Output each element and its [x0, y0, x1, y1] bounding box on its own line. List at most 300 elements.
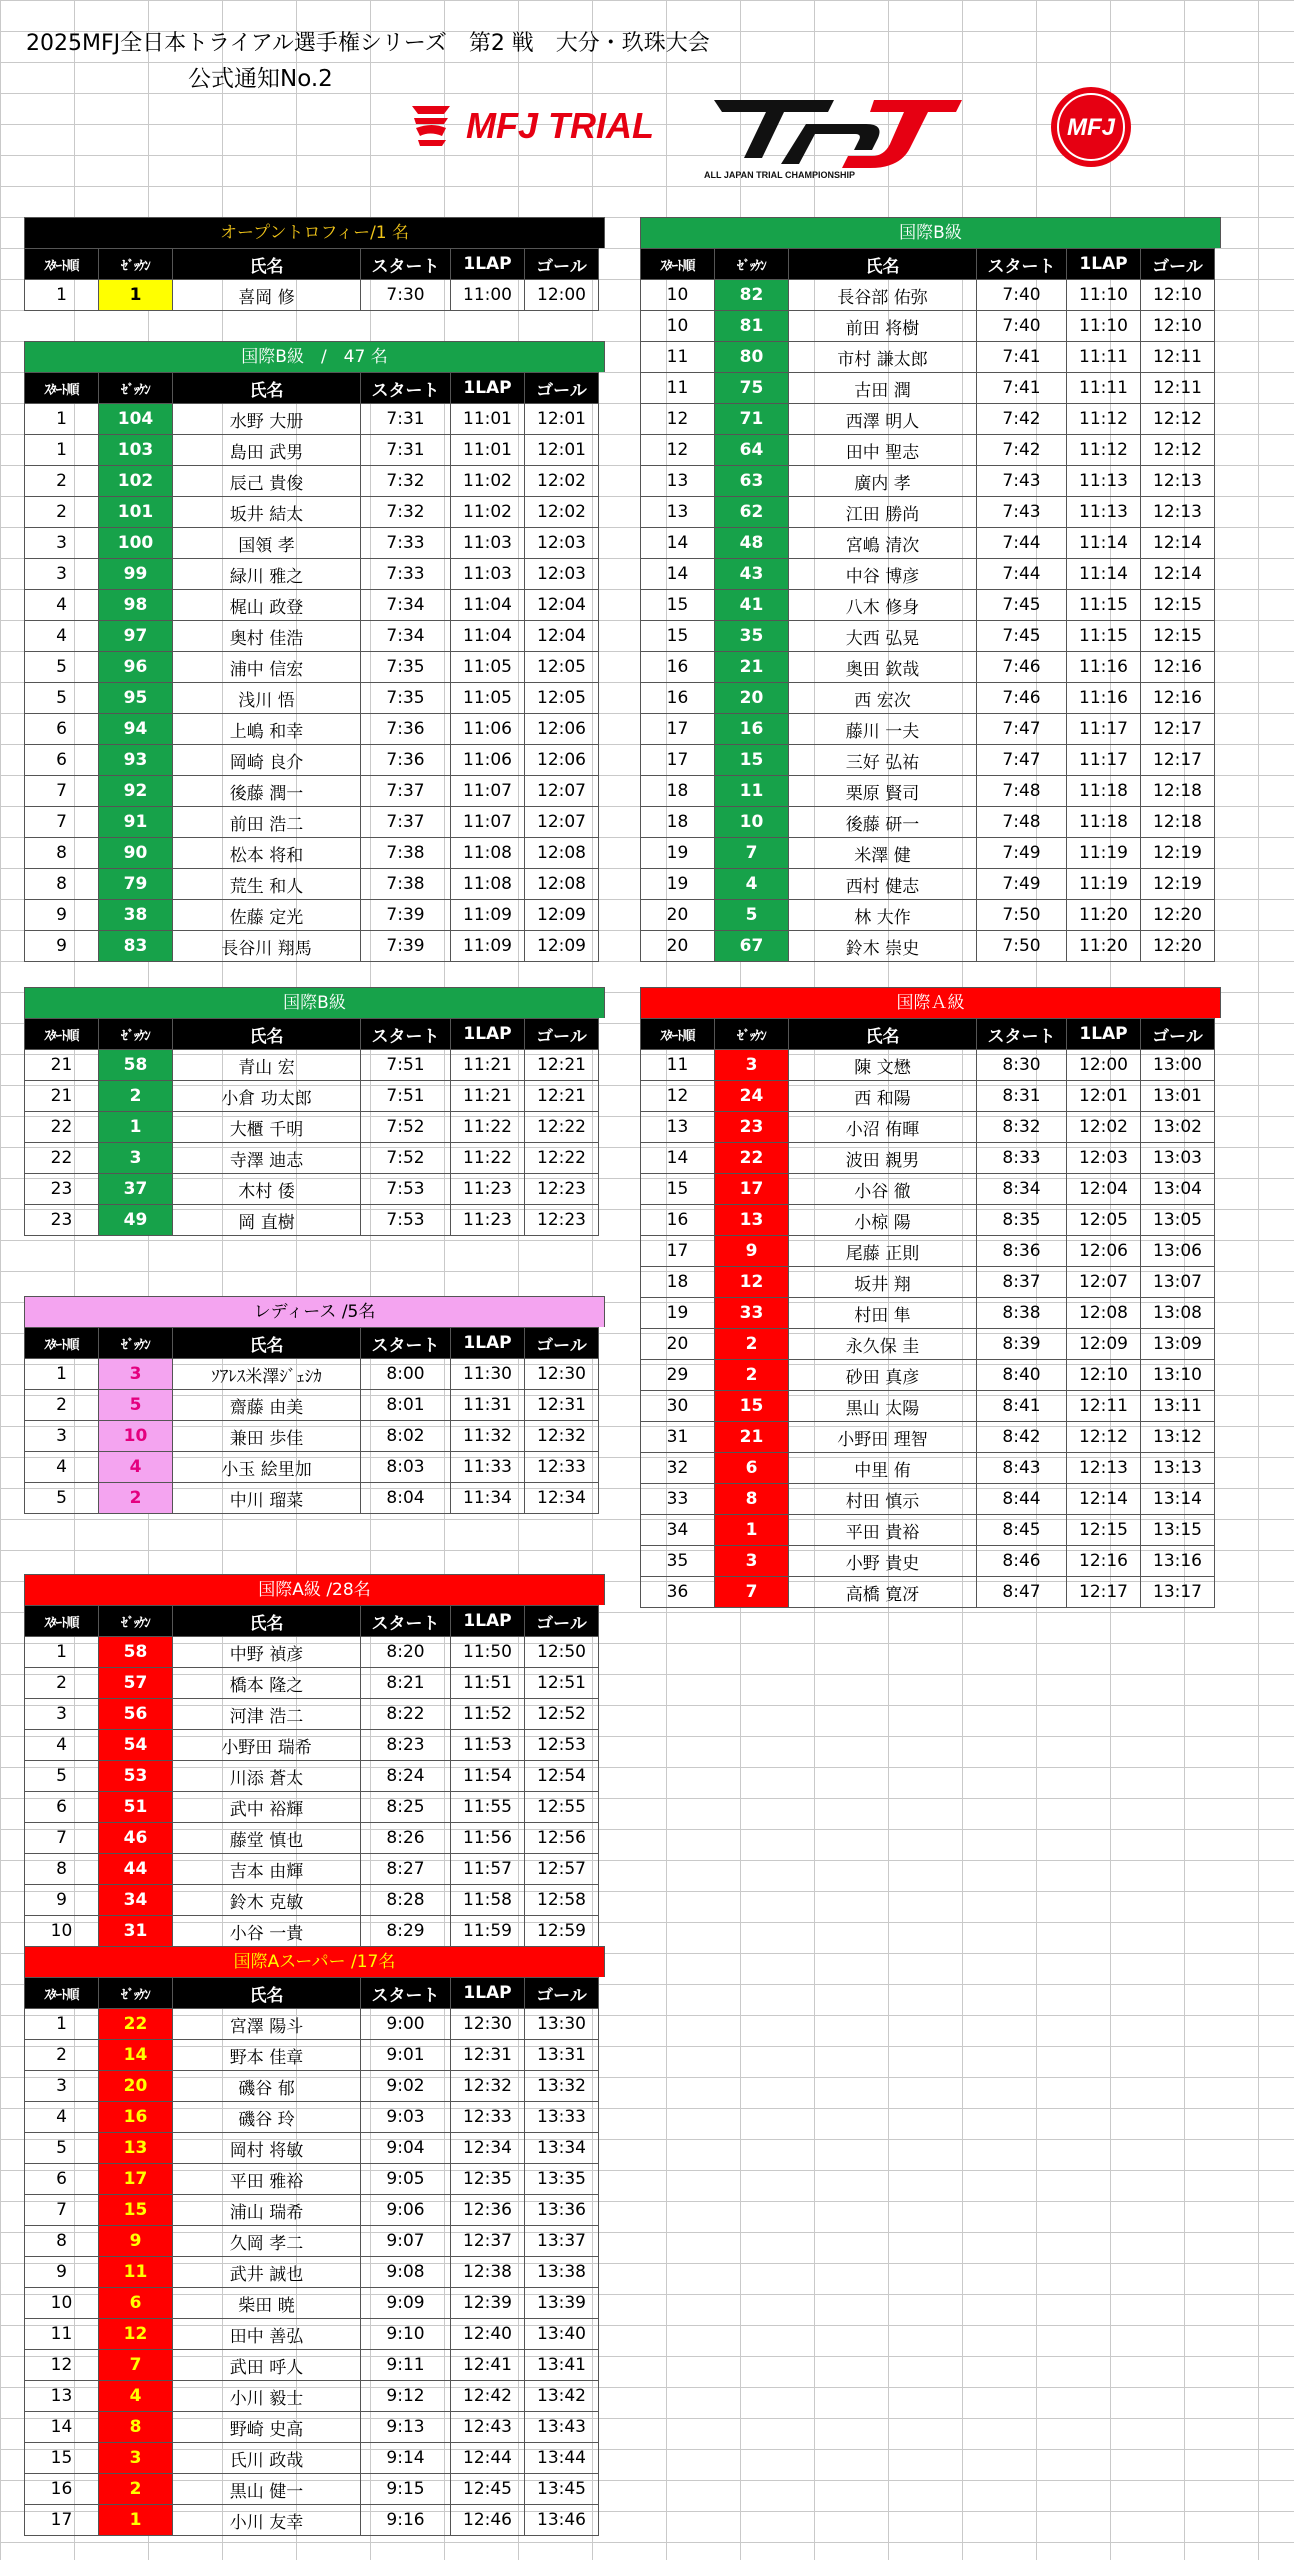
start-order-cell: 3: [25, 2071, 99, 2102]
first-lap-cell: 12:03: [1067, 1143, 1141, 1174]
first-lap-cell: 11:18: [1067, 776, 1141, 807]
rider-name-cell: 水野 大册: [173, 404, 361, 435]
first-lap-cell: 12:34: [451, 2133, 525, 2164]
first-lap-cell: 12:11: [1067, 1391, 1141, 1422]
bib-number-cell: 1: [715, 1515, 789, 1546]
table-row: [25, 2040, 599, 2071]
start-order-cell: 36: [641, 1577, 715, 1608]
table-row: [25, 1174, 599, 1205]
table-row: [25, 590, 599, 621]
first-lap-cell: 12:14: [1067, 1484, 1141, 1515]
start-order-cell: 3: [25, 528, 99, 559]
rider-name-cell: 田中 聖志: [789, 435, 977, 466]
rider-name-cell: 奥村 佳浩: [173, 621, 361, 652]
start-order-cell: 32: [641, 1453, 715, 1484]
bib-number-cell: 58: [99, 1637, 173, 1668]
bib-number-cell: 2: [715, 1360, 789, 1391]
start-order-cell: 23: [25, 1205, 99, 1236]
table-row: [641, 1267, 1215, 1298]
goal-time-cell: 13:46: [525, 2505, 599, 2536]
first-lap-header: 1LAP: [451, 1606, 525, 1637]
goal-time-cell: 13:38: [525, 2257, 599, 2288]
rider-name-cell: 柴田 暁: [173, 2288, 361, 2319]
bib-header: ｾﾞｯｹﾝ: [99, 1328, 173, 1359]
rider-name-cell: 平田 雅裕: [173, 2164, 361, 2195]
first-lap-cell: 11:06: [451, 714, 525, 745]
start-order-cell: 19: [641, 838, 715, 869]
name-header: 氏名: [789, 249, 977, 280]
bib-number-cell: 7: [715, 838, 789, 869]
table-row: [25, 2071, 599, 2102]
table-row: [25, 900, 599, 931]
rider-name-cell: 兼田 歩佳: [173, 1421, 361, 1452]
start-order-cell: 7: [25, 807, 99, 838]
first-lap-cell: 12:16: [1067, 1546, 1141, 1577]
rider-name-cell: 三好 弘祐: [789, 745, 977, 776]
start-order-cell: 2: [25, 466, 99, 497]
start-order-cell: 13: [641, 497, 715, 528]
bib-number-cell: 21: [715, 652, 789, 683]
start-time-cell: 7:36: [361, 745, 451, 776]
goal-time-cell: 13:17: [1141, 1577, 1215, 1608]
table-row: [25, 931, 599, 962]
first-lap-cell: 12:04: [1067, 1174, 1141, 1205]
goal-time-cell: 12:09: [525, 900, 599, 931]
start-time-cell: 8:01: [361, 1390, 451, 1421]
table-row: [641, 1577, 1215, 1608]
goal-time-cell: 13:30: [525, 2009, 599, 2040]
start-time-cell: 7:52: [361, 1143, 451, 1174]
start-time-cell: 9:09: [361, 2288, 451, 2319]
goal-time-cell: 12:57: [525, 1854, 599, 1885]
goal-time-cell: 12:30: [525, 1359, 599, 1390]
rider-name-cell: 市村 謙太郎: [789, 342, 977, 373]
section-title: 国際B級 / 47 名: [24, 341, 605, 372]
goal-time-cell: 12:06: [525, 745, 599, 776]
rider-name-cell: 松本 将和: [173, 838, 361, 869]
rider-name-cell: 黒山 太陽: [789, 1391, 977, 1422]
start-time-cell: 8:24: [361, 1761, 451, 1792]
goal-time-cell: 12:56: [525, 1823, 599, 1854]
section-title: 国際Ａ級: [640, 987, 1221, 1018]
goal-time-cell: 12:52: [525, 1699, 599, 1730]
goal-time-cell: 12:23: [525, 1174, 599, 1205]
first-lap-cell: 12:33: [451, 2102, 525, 2133]
rider-name-cell: 村田 慎示: [789, 1484, 977, 1515]
rider-name-cell: 林 大作: [789, 900, 977, 931]
bib-header: ｾﾞｯｹﾝ: [99, 1978, 173, 2009]
rider-name-cell: 奥田 欽哉: [789, 652, 977, 683]
bib-number-cell: 5: [99, 1390, 173, 1421]
first-lap-cell: 11:56: [451, 1823, 525, 1854]
bib-number-cell: 6: [99, 2288, 173, 2319]
start-time-cell: 7:41: [977, 342, 1067, 373]
bib-number-cell: 4: [99, 1452, 173, 1483]
table-row: [25, 2412, 599, 2443]
rider-name-cell: 平田 貴裕: [789, 1515, 977, 1546]
start-time-cell: 9:00: [361, 2009, 451, 2040]
start-time-cell: 7:52: [361, 1112, 451, 1143]
first-lap-cell: 11:19: [1067, 869, 1141, 900]
table-row: [641, 1298, 1215, 1329]
goal-time-cell: 12:01: [525, 435, 599, 466]
first-lap-cell: 11:22: [451, 1143, 525, 1174]
bib-number-cell: 3: [99, 1143, 173, 1174]
goal-time-cell: 13:02: [1141, 1112, 1215, 1143]
start-time-cell: 7:45: [977, 590, 1067, 621]
rider-name-cell: 寺澤 迪志: [173, 1143, 361, 1174]
first-lap-cell: 11:17: [1067, 745, 1141, 776]
goal-time-cell: 12:07: [525, 807, 599, 838]
mfj-badge-logo: [1050, 86, 1132, 168]
first-lap-cell: 12:10: [1067, 1360, 1141, 1391]
goal-header: ゴール: [525, 1328, 599, 1359]
start-order-cell: 14: [641, 528, 715, 559]
bib-number-cell: 99: [99, 559, 173, 590]
first-lap-cell: 11:16: [1067, 683, 1141, 714]
bib-number-cell: 23: [715, 1112, 789, 1143]
table-row: [25, 2443, 599, 2474]
bib-number-cell: 2: [99, 1483, 173, 1514]
start-time-cell: 7:44: [977, 559, 1067, 590]
table-row: [641, 1360, 1215, 1391]
start-time-cell: 8:23: [361, 1730, 451, 1761]
section-title: 国際A級 /28名: [24, 1574, 605, 1605]
table-row: [641, 1453, 1215, 1484]
name-header: 氏名: [173, 1019, 361, 1050]
section-block: [24, 1946, 605, 2536]
start-time-cell: 8:27: [361, 1854, 451, 1885]
name-header: 氏名: [173, 1328, 361, 1359]
start-order-cell: 8: [25, 1854, 99, 1885]
rider-name-cell: 栗原 賢司: [789, 776, 977, 807]
start-order-cell: 8: [25, 2226, 99, 2257]
first-lap-header: 1LAP: [1067, 249, 1141, 280]
start-order-cell: 18: [641, 776, 715, 807]
goal-time-cell: 12:18: [1141, 807, 1215, 838]
start-time-cell: 7:30: [361, 280, 451, 311]
table-row: [25, 2381, 599, 2412]
rider-name-cell: ｿｱﾚｽ米澤ｼﾞｪｼｶ: [173, 1359, 361, 1390]
start-order-cell: 15: [641, 1174, 715, 1205]
first-lap-cell: 11:34: [451, 1483, 525, 1514]
rider-name-cell: 中野 禎彦: [173, 1637, 361, 1668]
rider-name-cell: 小野 貴史: [789, 1546, 977, 1577]
rider-name-cell: 久岡 孝二: [173, 2226, 361, 2257]
table-row: [25, 1112, 599, 1143]
start-order-cell: 12: [641, 404, 715, 435]
start-order-cell: 21: [25, 1050, 99, 1081]
table-row: [25, 1699, 599, 1730]
table-row: [25, 435, 599, 466]
start-time-cell: 7:40: [977, 280, 1067, 311]
start-time-cell: 9:11: [361, 2350, 451, 2381]
first-lap-cell: 11:54: [451, 1761, 525, 1792]
section-block: [24, 217, 605, 311]
goal-time-cell: 12:51: [525, 1668, 599, 1699]
first-lap-cell: 12:44: [451, 2443, 525, 2474]
name-header: 氏名: [173, 1606, 361, 1637]
start-order-cell: 29: [641, 1360, 715, 1391]
column-header-row: [25, 1978, 599, 2009]
table-row: [641, 280, 1215, 311]
start-order-cell: 13: [641, 1112, 715, 1143]
goal-time-cell: 12:54: [525, 1761, 599, 1792]
rider-name-cell: 荒生 和人: [173, 869, 361, 900]
goal-time-cell: 12:21: [525, 1050, 599, 1081]
bib-number-cell: 12: [99, 2319, 173, 2350]
table-row: [25, 2350, 599, 2381]
first-lap-cell: 11:13: [1067, 466, 1141, 497]
first-lap-cell: 12:01: [1067, 1081, 1141, 1112]
first-lap-cell: 12:06: [1067, 1236, 1141, 1267]
bib-number-cell: 67: [715, 931, 789, 962]
start-time-cell: 9:04: [361, 2133, 451, 2164]
start-order-cell: 9: [25, 1885, 99, 1916]
start-list-table: [24, 1018, 599, 1236]
start-time-cell: 9:14: [361, 2443, 451, 2474]
rider-name-cell: 辰己 貴俊: [173, 466, 361, 497]
column-header-row: [25, 1328, 599, 1359]
start-time-cell: 7:50: [977, 900, 1067, 931]
goal-header: ゴール: [525, 1019, 599, 1050]
rider-name-cell: 青山 宏: [173, 1050, 361, 1081]
bib-number-cell: 8: [99, 2412, 173, 2443]
start-order-cell: 12: [641, 435, 715, 466]
bib-number-cell: 80: [715, 342, 789, 373]
start-time-cell: 9:01: [361, 2040, 451, 2071]
table-row: [641, 900, 1215, 931]
table-row: [25, 1483, 599, 1514]
start-time-cell: 9:13: [361, 2412, 451, 2443]
goal-time-cell: 12:15: [1141, 590, 1215, 621]
table-row: [641, 590, 1215, 621]
start-order-cell: 1: [25, 435, 99, 466]
goal-header: ゴール: [525, 1978, 599, 2009]
bib-number-cell: 48: [715, 528, 789, 559]
bib-number-cell: 21: [715, 1422, 789, 1453]
goal-time-cell: 13:36: [525, 2195, 599, 2226]
start-order-cell: 7: [25, 776, 99, 807]
trj-championship-logo: [688, 96, 988, 180]
rider-name-cell: 古田 潤: [789, 373, 977, 404]
first-lap-cell: 12:00: [1067, 1050, 1141, 1081]
table-row: [641, 1081, 1215, 1112]
start-time-cell: 7:36: [361, 714, 451, 745]
table-row: [25, 1143, 599, 1174]
table-row: [641, 1143, 1215, 1174]
table-row: [25, 497, 599, 528]
rider-name-cell: 河津 浩二: [173, 1699, 361, 1730]
first-lap-cell: 11:05: [451, 652, 525, 683]
first-lap-cell: 11:08: [451, 869, 525, 900]
first-lap-cell: 11:11: [1067, 342, 1141, 373]
name-header: 氏名: [173, 249, 361, 280]
start-time-cell: 8:33: [977, 1143, 1067, 1174]
start-time-cell: 8:39: [977, 1329, 1067, 1360]
start-order-cell: 2: [25, 497, 99, 528]
table-row: [641, 1484, 1215, 1515]
section-block: [24, 987, 605, 1236]
start-order-cell: 1: [25, 404, 99, 435]
table-row: [25, 2133, 599, 2164]
bib-number-cell: 3: [99, 2443, 173, 2474]
start-order-cell: 18: [641, 1267, 715, 1298]
rider-name-cell: 喜岡 修: [173, 280, 361, 311]
first-lap-cell: 11:10: [1067, 280, 1141, 311]
column-header-row: [641, 1019, 1215, 1050]
table-row: [641, 807, 1215, 838]
start-time-cell: 8:20: [361, 1637, 451, 1668]
first-lap-header: 1LAP: [451, 1019, 525, 1050]
bib-number-cell: 100: [99, 528, 173, 559]
bib-number-cell: 83: [99, 931, 173, 962]
table-row: [25, 745, 599, 776]
start-time-cell: 7:34: [361, 621, 451, 652]
start-list-table: [24, 372, 599, 962]
bib-number-cell: 82: [715, 280, 789, 311]
bib-number-cell: 2: [715, 1329, 789, 1360]
first-lap-cell: 12:09: [1067, 1329, 1141, 1360]
goal-time-cell: 12:13: [1141, 497, 1215, 528]
bib-number-cell: 10: [715, 807, 789, 838]
bib-number-cell: 16: [99, 2102, 173, 2133]
start-time-cell: 7:39: [361, 931, 451, 962]
start-order-cell: 15: [25, 2443, 99, 2474]
table-row: [641, 931, 1215, 962]
rider-name-cell: 国領 孝: [173, 528, 361, 559]
goal-time-cell: 13:05: [1141, 1205, 1215, 1236]
rider-name-cell: 西澤 明人: [789, 404, 977, 435]
start-order-cell: 9: [25, 931, 99, 962]
start-order-header: ｽﾀｰﾄ順: [25, 249, 99, 280]
first-lap-cell: 12:42: [451, 2381, 525, 2412]
first-lap-cell: 12:32: [451, 2071, 525, 2102]
rider-name-cell: 木村 倭: [173, 1174, 361, 1205]
start-time-cell: 8:46: [977, 1546, 1067, 1577]
bib-number-cell: 57: [99, 1668, 173, 1699]
first-lap-cell: 11:21: [451, 1081, 525, 1112]
bib-number-cell: 90: [99, 838, 173, 869]
start-time-cell: 7:49: [977, 838, 1067, 869]
start-time-cell: 8:32: [977, 1112, 1067, 1143]
start-order-cell: 14: [25, 2412, 99, 2443]
bib-number-cell: 41: [715, 590, 789, 621]
bib-number-cell: 94: [99, 714, 173, 745]
table-row: [25, 404, 599, 435]
start-order-header: ｽﾀｰﾄ順: [25, 373, 99, 404]
goal-time-cell: 13:44: [525, 2443, 599, 2474]
goal-time-cell: 13:07: [1141, 1267, 1215, 1298]
start-time-cell: 7:51: [361, 1081, 451, 1112]
first-lap-cell: 11:23: [451, 1174, 525, 1205]
table-row: [25, 652, 599, 683]
goal-time-cell: 13:16: [1141, 1546, 1215, 1577]
bib-number-cell: 95: [99, 683, 173, 714]
start-time-cell: 7:53: [361, 1174, 451, 1205]
rider-name-cell: 浅川 悟: [173, 683, 361, 714]
rider-name-cell: 高橋 寛冴: [789, 1577, 977, 1608]
goal-time-cell: 12:14: [1141, 528, 1215, 559]
goal-time-cell: 13:31: [525, 2040, 599, 2071]
rider-name-cell: 波田 親男: [789, 1143, 977, 1174]
bib-number-cell: 49: [99, 1205, 173, 1236]
start-time-cell: 7:42: [977, 404, 1067, 435]
table-row: [25, 528, 599, 559]
rider-name-cell: 藤川 一夫: [789, 714, 977, 745]
column-header-row: [25, 249, 599, 280]
first-lap-cell: 11:02: [451, 497, 525, 528]
bib-number-cell: 92: [99, 776, 173, 807]
bib-number-cell: 103: [99, 435, 173, 466]
bib-number-cell: 6: [715, 1453, 789, 1484]
start-time-cell: 7:47: [977, 745, 1067, 776]
table-row: [25, 776, 599, 807]
start-time-cell: 8:02: [361, 1421, 451, 1452]
bib-number-cell: 20: [99, 2071, 173, 2102]
table-row: [641, 1546, 1215, 1577]
first-lap-cell: 11:12: [1067, 435, 1141, 466]
bib-number-cell: 22: [715, 1143, 789, 1174]
start-time-cell: 7:50: [977, 931, 1067, 962]
goal-time-cell: 12:05: [525, 683, 599, 714]
bib-number-cell: 22: [99, 2009, 173, 2040]
first-lap-cell: 12:41: [451, 2350, 525, 2381]
start-order-cell: 11: [25, 2319, 99, 2350]
rider-name-cell: 江田 勝尚: [789, 497, 977, 528]
goal-time-cell: 13:34: [525, 2133, 599, 2164]
table-row: [641, 404, 1215, 435]
goal-time-cell: 12:06: [525, 714, 599, 745]
start-time-cell: 7:33: [361, 559, 451, 590]
start-time-cell: 7:47: [977, 714, 1067, 745]
goal-header: ゴール: [525, 373, 599, 404]
goal-time-cell: 12:11: [1141, 373, 1215, 404]
table-row: [25, 2474, 599, 2505]
rider-name-cell: 永久保 圭: [789, 1329, 977, 1360]
table-row: [25, 1205, 599, 1236]
first-lap-cell: 12:07: [1067, 1267, 1141, 1298]
first-lap-cell: 11:53: [451, 1730, 525, 1761]
table-row: [641, 1391, 1215, 1422]
bib-number-cell: 1: [99, 280, 173, 311]
start-time-header: スタート: [977, 1019, 1067, 1050]
goal-time-cell: 12:10: [1141, 280, 1215, 311]
bib-number-cell: 5: [715, 900, 789, 931]
table-row: [641, 342, 1215, 373]
goal-time-cell: 12:18: [1141, 776, 1215, 807]
first-lap-cell: 12:12: [1067, 1422, 1141, 1453]
start-order-cell: 5: [25, 1761, 99, 1792]
start-order-cell: 2: [25, 1668, 99, 1699]
rider-name-cell: 磯谷 玲: [173, 2102, 361, 2133]
bib-number-cell: 7: [99, 2350, 173, 2381]
start-time-cell: 8:40: [977, 1360, 1067, 1391]
start-time-cell: 7:31: [361, 435, 451, 466]
start-time-cell: 8:41: [977, 1391, 1067, 1422]
first-lap-cell: 11:09: [451, 900, 525, 931]
section-block: [640, 987, 1221, 1608]
start-order-cell: 4: [25, 1730, 99, 1761]
start-order-cell: 12: [641, 1081, 715, 1112]
start-order-cell: 17: [641, 1236, 715, 1267]
table-row: [641, 1329, 1215, 1360]
goal-time-cell: 13:40: [525, 2319, 599, 2350]
rider-name-cell: 梶山 政登: [173, 590, 361, 621]
goal-time-cell: 13:43: [525, 2412, 599, 2443]
start-order-cell: 10: [641, 311, 715, 342]
table-row: [641, 776, 1215, 807]
